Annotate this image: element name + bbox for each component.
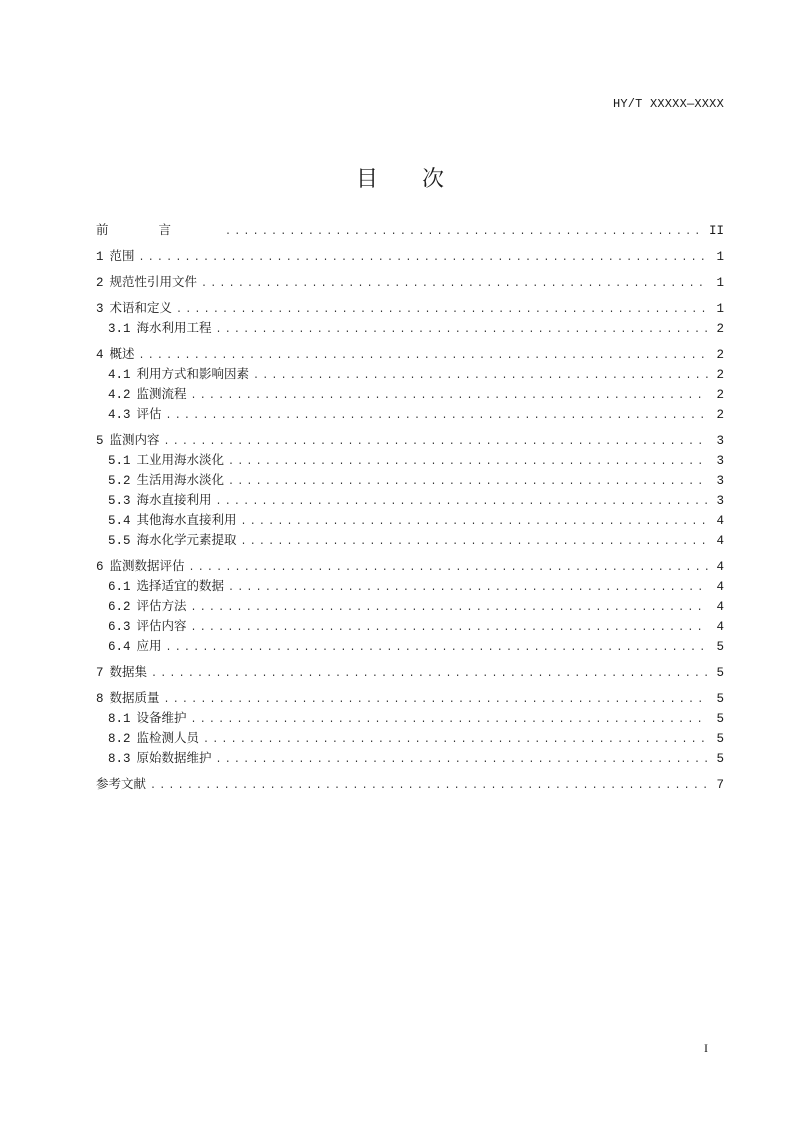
document-code: HY/T XXXXX—XXXX xyxy=(612,97,724,111)
toc-entry-text: 海水直接利用 xyxy=(136,492,212,507)
toc-entry-number: 6.3 xyxy=(108,620,131,634)
toc-entry-number: 4.1 xyxy=(108,368,131,382)
toc-entry-label xyxy=(108,404,162,425)
toc-entry[interactable] xyxy=(96,470,724,490)
toc-leader-dots xyxy=(225,223,705,243)
toc-entry-number: 5.4 xyxy=(108,514,131,528)
toc-leader-dots xyxy=(166,407,708,427)
toc-entry[interactable] xyxy=(96,596,724,616)
toc-entry-page: 2 xyxy=(716,348,724,362)
toc-entry-label xyxy=(96,272,197,293)
toc-entry[interactable] xyxy=(96,450,724,470)
toc-leader-dots xyxy=(228,579,708,599)
toc-entry[interactable] xyxy=(96,708,724,728)
toc-entry-text: 生活用海水淡化 xyxy=(136,472,225,487)
toc-entry[interactable] xyxy=(96,636,724,656)
toc-entry-label xyxy=(96,556,185,577)
toc-entry-text: 原始数据维护 xyxy=(136,750,212,765)
toc-entry-page: 4 xyxy=(716,560,724,574)
toc-entry[interactable] xyxy=(96,246,724,266)
toc-entry-text: 工业用海水淡化 xyxy=(136,452,225,467)
toc-entry-number: 6.1 xyxy=(108,580,131,594)
toc-entry-number: 8.3 xyxy=(108,752,131,766)
toc-leader-dots xyxy=(191,619,708,639)
toc-entry-label xyxy=(108,728,199,749)
toc-entry-label xyxy=(108,576,224,597)
toc-entry-page: 3 xyxy=(716,494,724,508)
toc-entry-label xyxy=(108,510,237,531)
table-of-contents xyxy=(96,220,724,794)
toc-entry-page: 7 xyxy=(716,778,724,792)
toc-leader-dots xyxy=(216,493,708,513)
toc-entry[interactable] xyxy=(96,576,724,596)
toc-entry-text: 术语和定义 xyxy=(109,300,173,315)
toc-entry-page: 1 xyxy=(716,250,724,264)
toc-entry-number: 7 xyxy=(96,666,104,680)
toc-entry-label xyxy=(96,246,135,267)
toc-entry-text: 数据集 xyxy=(109,664,148,679)
toc-entry-label xyxy=(108,384,187,405)
toc-entry-page: 5 xyxy=(716,712,724,726)
toc-entry-text: 选择适宜的数据 xyxy=(136,578,225,593)
toc-entry-text: 海水化学元素提取 xyxy=(136,532,237,547)
toc-entry-text: 评估内容 xyxy=(136,618,187,633)
toc-entry-text: 监测数据评估 xyxy=(109,558,185,573)
toc-leader-dots xyxy=(176,301,708,321)
toc-entry-label xyxy=(96,430,160,451)
toc-entry-label xyxy=(108,636,162,657)
toc-entry-page: 2 xyxy=(716,388,724,402)
toc-entry-number: 5 xyxy=(96,434,104,448)
toc-entry-text: 概述 xyxy=(109,346,135,361)
toc-entry[interactable] xyxy=(96,748,724,768)
toc-entry-page: 3 xyxy=(716,474,724,488)
toc-leader-dots xyxy=(228,453,708,473)
toc-leader-dots xyxy=(201,275,708,295)
toc-entry[interactable] xyxy=(96,384,724,404)
toc-entry[interactable] xyxy=(96,616,724,636)
toc-entry-text: 其他海水直接利用 xyxy=(136,512,237,527)
toc-entry-label xyxy=(108,748,212,769)
toc-entry-number: 5.5 xyxy=(108,534,131,548)
toc-entry[interactable] xyxy=(96,318,724,338)
toc-entry-page: 2 xyxy=(716,408,724,422)
toc-entry[interactable] xyxy=(96,688,724,708)
page-number: I xyxy=(704,1041,708,1055)
toc-entry-number: 5.2 xyxy=(108,474,131,488)
toc-leader-dots xyxy=(191,387,708,407)
toc-entry-label xyxy=(108,708,187,729)
toc-entry[interactable] xyxy=(96,430,724,450)
toc-leader-dots xyxy=(216,751,708,771)
toc-entry-page: 5 xyxy=(716,692,724,706)
toc-entry-text: 监测流程 xyxy=(136,386,187,401)
toc-entry-page: 4 xyxy=(716,620,724,634)
toc-entry-label xyxy=(108,616,187,637)
toc-entry-page: 5 xyxy=(716,666,724,680)
toc-entry-label xyxy=(108,596,187,617)
toc-entry-page: 1 xyxy=(716,302,724,316)
toc-leader-dots xyxy=(191,711,708,731)
toc-leader-dots xyxy=(228,473,708,493)
toc-entry-page: 3 xyxy=(716,454,724,468)
toc-leader-dots xyxy=(216,321,708,341)
toc-entry-label xyxy=(108,364,249,385)
toc-entry[interactable] xyxy=(96,344,724,364)
toc-entry-page: 4 xyxy=(716,580,724,594)
toc-entry-page: 5 xyxy=(716,640,724,654)
toc-entry-number: 1 xyxy=(96,250,104,264)
toc-entry-page: 3 xyxy=(716,434,724,448)
toc-entry-text: 海水利用工程 xyxy=(136,320,212,335)
toc-leader-dots xyxy=(139,249,708,269)
toc-entry-number: 4.2 xyxy=(108,388,131,402)
toc-entry-number: 3 xyxy=(96,302,104,316)
toc-entry-page: 5 xyxy=(716,732,724,746)
toc-entry-number: 8 xyxy=(96,692,104,706)
toc-entry[interactable] xyxy=(96,510,724,530)
toc-leader-dots xyxy=(253,367,708,387)
toc-entry-text: 参考文献 xyxy=(96,776,147,791)
page-title: 目次 xyxy=(355,167,488,192)
toc-entry[interactable] xyxy=(96,774,724,794)
toc-leader-dots xyxy=(166,639,708,659)
toc-entry-label xyxy=(96,662,147,683)
toc-entry-label xyxy=(96,774,146,794)
toc-entry-text: 评估方法 xyxy=(136,598,187,613)
toc-entry-number: 3.1 xyxy=(108,322,131,336)
toc-entry-label xyxy=(108,450,224,471)
toc-entry-label xyxy=(96,688,160,709)
toc-leader-dots xyxy=(189,559,708,579)
toc-entry-page: 5 xyxy=(716,752,724,766)
toc-entry-text: 应用 xyxy=(136,638,162,653)
toc-entry-text: 利用方式和影响因素 xyxy=(136,366,250,381)
toc-entry-number: 5.3 xyxy=(108,494,131,508)
toc-entry-number: 6.2 xyxy=(108,600,131,614)
toc-entry-text: 数据质量 xyxy=(109,690,160,705)
toc-entry-label xyxy=(108,490,212,511)
toc-entry-page: 4 xyxy=(716,514,724,528)
toc-entry[interactable] xyxy=(96,404,724,424)
toc-entry[interactable] xyxy=(96,298,724,318)
toc-entry[interactable] xyxy=(96,530,724,550)
toc-entry-number: 2 xyxy=(96,276,104,290)
toc-entry-page: 4 xyxy=(716,534,724,548)
toc-entry-label xyxy=(108,470,224,491)
toc-entry[interactable] xyxy=(96,272,724,292)
toc-entry-label xyxy=(96,344,135,365)
toc-leader-dots xyxy=(151,665,708,685)
toc-entry-label xyxy=(96,220,221,240)
toc-leader-dots xyxy=(203,731,708,751)
toc-entry[interactable] xyxy=(96,662,724,682)
toc-leader-dots xyxy=(241,533,708,553)
toc-entry[interactable] xyxy=(96,220,724,240)
toc-entry-page: 2 xyxy=(716,368,724,382)
toc-entry-text: 设备维护 xyxy=(136,710,187,725)
toc-entry-number: 6 xyxy=(96,560,104,574)
toc-entry-number: 8.2 xyxy=(108,732,131,746)
toc-entry-label xyxy=(108,530,237,551)
toc-leader-dots xyxy=(164,433,708,453)
toc-leader-dots xyxy=(241,513,708,533)
toc-entry-number: 5.1 xyxy=(108,454,131,468)
toc-entry-text: 监检测人员 xyxy=(136,730,200,745)
toc-entry[interactable] xyxy=(96,364,724,384)
toc-entry-number: 4 xyxy=(96,348,104,362)
toc-entry-label xyxy=(108,318,212,339)
toc-entry-text: 评估 xyxy=(136,406,162,421)
toc-entry[interactable] xyxy=(96,556,724,576)
toc-entry-number: 6.4 xyxy=(108,640,131,654)
toc-entry-page: 2 xyxy=(716,322,724,336)
toc-entry-page: II xyxy=(708,224,724,238)
toc-entry-text: 范围 xyxy=(109,248,135,263)
toc-entry[interactable] xyxy=(96,490,724,510)
toc-entry-number: 4.3 xyxy=(108,408,131,422)
toc-entry-text: 监测内容 xyxy=(109,432,160,447)
toc-entry-label xyxy=(96,298,172,319)
toc-entry[interactable] xyxy=(96,728,724,748)
toc-entry-text: 前言 xyxy=(96,222,222,237)
toc-leader-dots xyxy=(164,691,708,711)
toc-leader-dots xyxy=(150,777,708,797)
toc-leader-dots xyxy=(191,599,708,619)
toc-entry-number: 8.1 xyxy=(108,712,131,726)
toc-entry-text: 规范性引用文件 xyxy=(109,274,198,289)
toc-entry-page: 4 xyxy=(716,600,724,614)
toc-entry-page: 1 xyxy=(716,276,724,290)
